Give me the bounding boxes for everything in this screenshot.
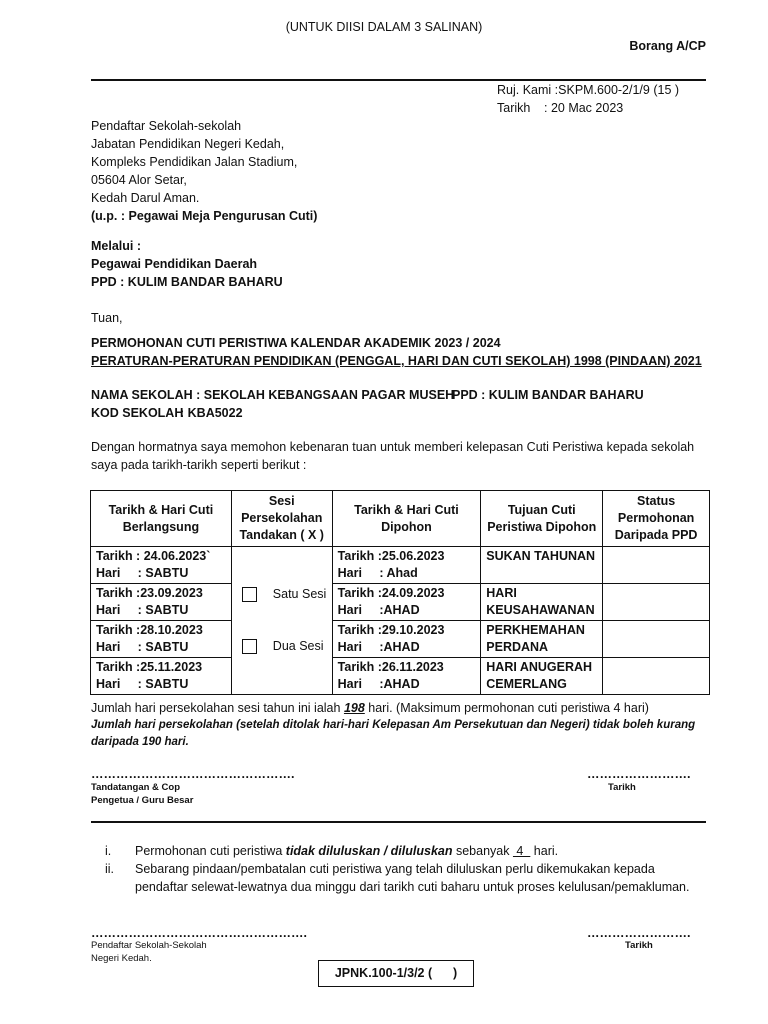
- school-days-suffix: hari. (Maksimum permohonan cuti peristiwa 4 hari): [364, 701, 649, 715]
- head-signature-label: Tandatangan & Cop: [91, 782, 181, 793]
- held-date-cell: Tarikh :28.10.2023 Hari : SABTU: [91, 621, 232, 658]
- item2-line-2: pendaftar selewat-lewatnya dua minggu dari tarikh cuti baharu untuk proses kelulusan/pemakluman.: [135, 880, 690, 894]
- held-date-cell: Tarikh :25.11.2023 Hari : SABTU: [91, 658, 232, 695]
- school-days-note-2: daripada 190 hari.: [91, 736, 189, 748]
- purpose-cell: HARI ANUGERAH CEMERLANG: [481, 658, 603, 695]
- address-line: Pendaftar Sekolah-sekolah: [91, 119, 242, 133]
- reference-number: [497, 81, 679, 99]
- table-row: [91, 621, 710, 658]
- registrar-date-label: Tarikh: [625, 940, 653, 951]
- school-days-line: [91, 699, 649, 717]
- requested-date-cell: Tarikh :25.06.2023 Hari : Ahad: [332, 547, 481, 584]
- recipient-address: [91, 117, 317, 225]
- middle-divider: [91, 821, 706, 823]
- held-date-cell: Tarikh :23.09.2023 Hari : SABTU: [91, 584, 232, 621]
- via-block: [91, 237, 283, 291]
- school-days-note-1: Jumlah hari persekolahan (setelah ditolak hari-hari Kelepasan Am Persekutuan dan Negeri) tidak boleh kurang: [91, 719, 696, 731]
- approved-days-count[interactable]: 4: [512, 844, 531, 858]
- school-code: [91, 404, 243, 422]
- registrar-state-label: Negeri Kedah.: [91, 953, 152, 964]
- registrar-signature-dots[interactable]: …………………………………………….: [91, 926, 307, 940]
- via-officer: Pegawai Pendidikan Daerah: [91, 257, 258, 271]
- school-name: NAMA SEKOLAH : SEKOLAH KEBANGSAAN PAGAR MUSEH: [91, 388, 455, 402]
- school-code-label: KOD SEKOLAH: [91, 406, 184, 420]
- single-session-label: Satu Sesi: [272, 587, 327, 601]
- item1-prefix: Permohonan cuti peristiwa: [135, 844, 286, 858]
- session-cell: [231, 547, 332, 695]
- file-reference-box: JPNK.100-1/3/2 ( ): [318, 960, 474, 987]
- table-row: [91, 658, 710, 695]
- reference-label: Ruj. Kami :: [497, 83, 559, 97]
- status-cell[interactable]: [603, 621, 710, 658]
- double-session-checkbox[interactable]: [242, 639, 257, 654]
- school-days-count: 198: [343, 701, 365, 715]
- subject-line-2: PERATURAN-PERATURAN PENDIDIKAN (PENGGAL, HARI DAN CUTI SEKOLAH) 1998 (PINDAAN) 2021: [91, 354, 702, 368]
- status-cell[interactable]: [603, 584, 710, 621]
- session-option-single[interactable]: [232, 582, 332, 608]
- body-line-2: saya pada tarikh-tarikh seperti berikut :: [91, 458, 307, 472]
- leave-table: [90, 490, 710, 695]
- item-number: i.: [105, 844, 112, 858]
- school-days-prefix: Jumlah hari persekolahan sesi tahun ini ialah: [91, 701, 344, 715]
- requested-date-cell: Tarikh :29.10.2023 Hari :AHAD: [332, 621, 481, 658]
- head-date-dots[interactable]: …………………….: [587, 767, 691, 781]
- header-held-date: Tarikh & Hari Cuti Berlangsung: [91, 491, 232, 547]
- body-line-1: Dengan hormatnya saya memohon kebenaran tuan untuk memberi kelepasan Cuti Peristiwa kepada sekolah: [91, 440, 695, 454]
- address-line: Jabatan Pendidikan Negeri Kedah,: [91, 137, 285, 151]
- purpose-cell: PERKHEMAHAN PERDANA: [481, 621, 603, 658]
- head-date-label: Tarikh: [608, 782, 636, 793]
- item1-mid: sebanyak: [452, 844, 513, 858]
- decision-notes: [105, 842, 715, 896]
- date-value: : 20 Mac 2023: [544, 101, 624, 115]
- form-code: Borang A/CP: [629, 39, 706, 53]
- purpose-cell: HARI KEUSAHAWANAN: [481, 584, 603, 621]
- salutation: Tuan,: [91, 311, 123, 325]
- item2-line-1: Sebarang pindaan/pembatalan cuti peristiwa yang telah diluluskan perlu dikemukakan kepada: [135, 862, 655, 876]
- status-cell[interactable]: [603, 658, 710, 695]
- decision-item-2: [105, 860, 715, 896]
- registrar-date-dots[interactable]: …………………….: [587, 926, 691, 940]
- reference-value: SKPM.600-2/1/9 (15 ): [558, 83, 680, 97]
- header-purpose: Tujuan Cuti Peristiwa Dipohon: [481, 491, 603, 547]
- requested-date-cell: Tarikh :24.09.2023 Hari :AHAD: [332, 584, 481, 621]
- registrar-label: Pendaftar Sekolah-Sekolah: [91, 940, 207, 951]
- purpose-cell: SUKAN TAHUNAN: [481, 547, 603, 584]
- school-ppd: PPD : KULIM BANDAR BAHARU: [452, 388, 644, 402]
- header-status: Status Permohonan Daripada PPD: [603, 491, 710, 547]
- address-line: Kedah Darul Aman.: [91, 191, 200, 205]
- held-date-cell: Tarikh : 24.06.2023` Hari : SABTU: [91, 547, 232, 584]
- double-session-label: Dua Sesi: [272, 639, 324, 653]
- status-cell[interactable]: [603, 547, 710, 584]
- via-ppd: PPD : KULIM BANDAR BAHARU: [91, 275, 283, 289]
- subject-line-1: PERMOHONAN CUTI PERISTIWA KALENDAR AKADEMIK 2023 / 2024: [91, 336, 501, 350]
- via-label: Melalui :: [91, 239, 142, 253]
- approval-options[interactable]: tidak diluluskan / diluluskan: [285, 844, 453, 858]
- reference-date: [497, 99, 623, 117]
- item1-suffix: hari.: [530, 844, 559, 858]
- head-signature-dots[interactable]: ………………………………………….: [91, 767, 295, 781]
- address-line: 05604 Alor Setar,: [91, 173, 187, 187]
- decision-item-1: [105, 842, 715, 860]
- head-title-label: Pengetua / Guru Besar: [91, 795, 194, 806]
- header-requested-date: Tarikh & Hari Cuti Dipohon: [332, 491, 481, 547]
- requested-date-cell: Tarikh :26.11.2023 Hari :AHAD: [332, 658, 481, 695]
- school-code-value: : KBA5022: [180, 406, 243, 420]
- header-session: Sesi Persekolahan Tandakan ( X ): [231, 491, 332, 547]
- item-number: ii.: [105, 862, 115, 876]
- date-label: Tarikh: [497, 101, 531, 115]
- single-session-checkbox[interactable]: [242, 587, 257, 602]
- attention-line: (u.p. : Pegawai Meja Pengurusan Cuti): [91, 209, 318, 223]
- address-line: Kompleks Pendidikan Jalan Stadium,: [91, 155, 298, 169]
- table-header-row: [91, 491, 710, 547]
- table-row: [91, 584, 710, 621]
- session-option-double[interactable]: [232, 634, 332, 660]
- table-row: [91, 547, 710, 584]
- copies-note: (UNTUK DIISI DALAM 3 SALINAN): [285, 20, 483, 34]
